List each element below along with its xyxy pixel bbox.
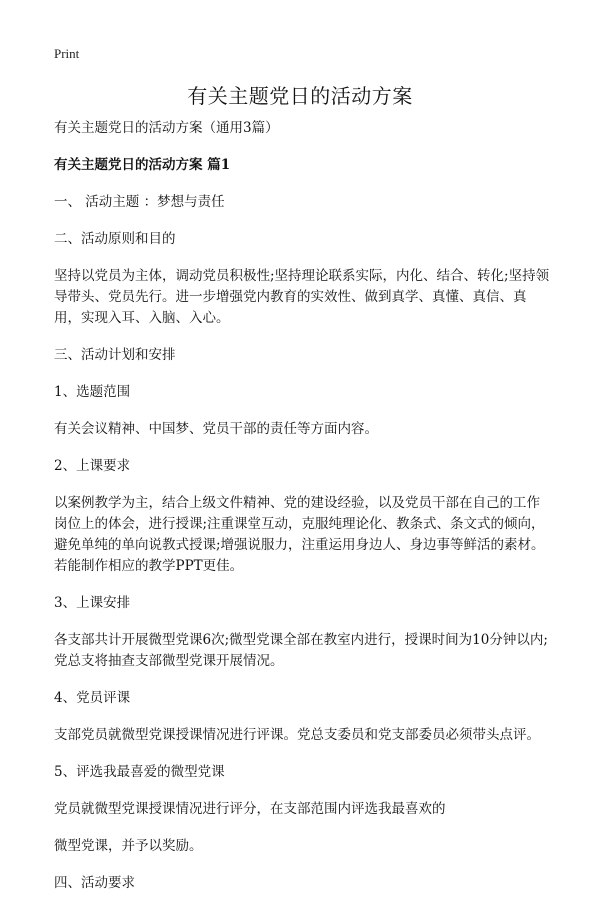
paragraph: 坚持以党员为主体，调动党员积极性;坚持理论联系实际，内化、结合、转化;坚持领导带头、党员先行。进一步增强党内教育的实效性、做到真学、真懂、真信、真用，实现入耳、入脑、入心。	[54, 268, 550, 326]
paragraph: 1、选题范围	[54, 384, 131, 400]
document-body	[54, 118, 550, 910]
paragraph: 二、活动原则和目的	[54, 231, 176, 247]
document-title: 有关主题党日的活动方案	[187, 84, 413, 108]
paragraph: 以案例教学为主，结合上级文件精神、党的建设经验，以及党员干部在自己的工作岗位上的体会，进行授课;注重课堂互动，克服纯理论化、教条式、条文式的倾向，避免单纯的单向说教式授课;增强说服力，注重运用身边人、身边事等鲜活的素材。若能制作相应的教学PPT更佳。	[54, 495, 545, 574]
print-label: Print	[54, 46, 80, 61]
paragraph: 5、评选我最喜爱的微型党课	[54, 764, 225, 780]
paragraph: 有关主题党日的活动方案（通用3篇）	[54, 120, 279, 136]
paragraph: 三、活动计划和安排	[54, 347, 176, 363]
paragraph: 3、上课安排	[54, 595, 131, 611]
paragraph: 4、党员评课	[54, 690, 131, 706]
paragraph: 党员就微型党课授课情况进行评分，在支部范围内评选我最喜欢的	[54, 801, 446, 817]
paragraph: 支部党员就微型党课授课情况进行评课。党总支委员和党支部委员必须带头点评。	[54, 727, 540, 743]
paragraph: 四、活动要求	[54, 875, 135, 891]
paragraph: 2、上课要求	[54, 458, 131, 474]
paragraph: 微型党课，并予以奖励。	[54, 838, 203, 854]
paragraph: 一、 活动主题 ：梦想与责任	[54, 194, 225, 210]
section-heading: 有关主题党日的活动方案 篇1	[54, 157, 231, 173]
paragraph: 有关会议精神、中国梦、党员干部的责任等方面内容。	[54, 421, 378, 437]
paragraph: 各支部共计开展微型党课6次;微型党课全部在教室内进行，授课时间为10分钟以内;党总支将抽查支部微型党课开展情况。	[54, 632, 548, 669]
